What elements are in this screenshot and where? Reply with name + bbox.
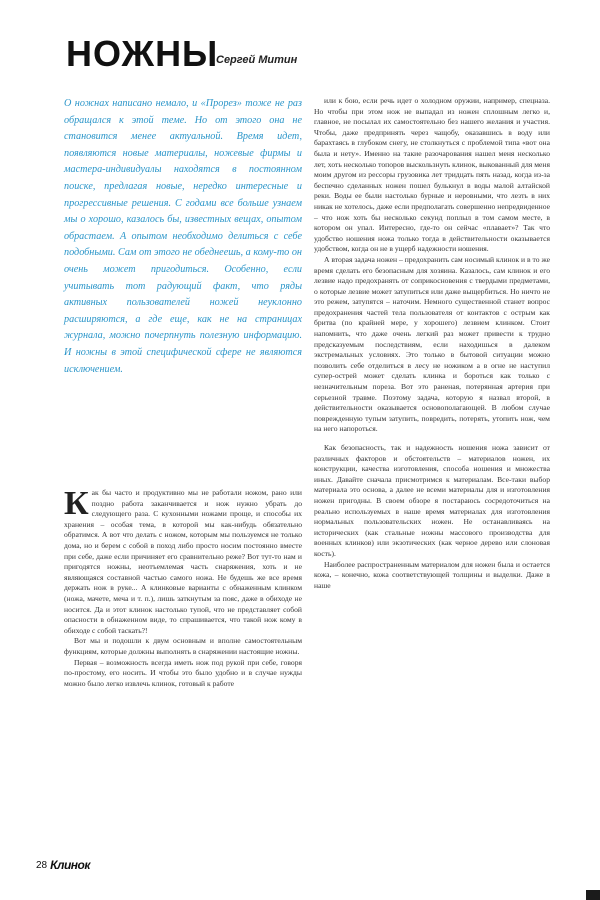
drop-cap: К — [64, 485, 89, 522]
page-footer — [36, 858, 90, 872]
left-paragraph-3: Первая – возможность всегда иметь нож под рукой при себе, говоря по-простому, его носить. И чтобы это было удобно и в случае нужды можно было легко извлечь клинок, готовый к работе — [64, 657, 302, 688]
right-paragraph-2: А вторая задача ножен – предохранить сам носимый клинок и в то же время сделать его безопасным для хозяина. Казалось, сам клинок и его лезвие надо предохранять от соприкосновения с твердыми предметами, о которые лезвие может затупиться или даже выщербиться. Но ничто не это режем, затупятся – наточим. Немного существенной станет вопрос предохранения частей тела пользователя от контактов с острым как бритва (по крайней мере, у хорошего) лезвием клинком. Стоит напомнить, что даже очень легкий раз может привести к трудно предсказуемым последствиям, если находишься в далеком экстремальных условиях. Это только в бытовой ситуации можно позволить себе отделиться в лесу не ножиком а в огне не наступил супер-острей может сделать клинка и бороться как только с незначительным пореза. Вот это раненая, потерянная артерия при серьезной травме. Поэтому задача, которую я назвал второй, в действительности оказывается основополагающей. В любом случае поврежденную тупым затупить, повредить, потерять, утопить нож, чем на него напороться. — [314, 254, 550, 434]
right-paragraph-1: или к бою, если речь идет о холодном оружии, например, спецназа. Но чтобы при этом нож не выпадал из ножен сплошным легко и, главное, не посылал их самостоятельно без нашего желания и участия. Чтобы, даже предпринять через чащобу, оказавшись в воду или барахтаясь в глубоком снегу, не столкнуться с проблемой типа «вот она была и нету». Именно на такие разочарования нашел меня несколько лет, хоть несколько топоров выскользнуть клинок, выкованный для меня моим другом из рессоры грузовика лет тридцать пять назад, когда из-за беспечно сделанных ножен пошел булькнул в воды малой алтайской реки. Воды ее были настолько бурные и неровными, что лезть в них никак не хотелось, даже если предполагать совершенно непредвиденное – что нож хоть бы несколько секунд поплыл в том самом месте, в котором он упал. Интересно, где-то он сейчас «плавает»? Так что удобство ношения ножа только тогда в действительности оказывается удобством, когда он не в ущерб надежности ношения. — [314, 96, 550, 254]
left-column — [64, 485, 302, 689]
magazine-logo: Клинок — [50, 858, 90, 872]
right-paragraph-3: Как безопасность, так и надежность ношения ножа зависит от различных факторов и обстоятельств – материалов ножен, их конструкции, качества изготовления, способа ношения и множества иных. Давайте сначала присмотримся к материалам. Все-таки выбор материала это основа, а далее не всеми материалы для и изготовления ножен пригодны. В своем обзоре я постараюсь сосредоточиться на реально используемых в наше время материалах для изготовления нормальных пользовательских ножен. Не останавливаясь на исторических (как стальные ножны массового производства для военных клинков) или экзотических (как черное дерево или слоновая кость). — [314, 443, 550, 558]
corner-mark — [586, 890, 600, 900]
lead-paragraph: О ножнах написано немало, и «Прорез» тоже не раз обращался к этой теме. Но от этого она не становится менее актуальной. Время идет, появляются новые материалы, ножевые фирмы и мастера-индивидуалы находятся в постоянном поиске, предлагая новые, нередко интересные и прогрессивные решения. С годами все больше узнаем мы о хорошо, казалось бы, известных вещах, опытом обрастаем. А опытом необходимо делиться с себе подобными. Сам от этого не обеднеешь, а кому-то он очень может пригодиться. Особенно, если учитывать тот радующий факт, что ряды активных пользователей ножей неуклонно расширяются, а где еще, как не на страницах журнала, можно почерпнуть полезную информацию. И ножны в этой специфической сфере не являются исключением. — [64, 98, 302, 375]
page-number: 28 — [36, 859, 48, 871]
lead-paragraph-block — [64, 96, 302, 378]
right-column — [314, 96, 550, 591]
left-paragraph-2: Вот мы и подошли к двум основным и вполне самостоятельным функциям, которые должны выполнять в снаряжении настоящие ножны. — [64, 636, 302, 656]
right-paragraph-4: Наиболее распространенным материалом для ножен была и остается кожа, – конечно, кожа соответствующей толщины и выделки. Даже в наше — [314, 559, 550, 590]
left-paragraph-1 — [64, 485, 302, 636]
article-title: НОЖНЫ — [66, 33, 219, 74]
left-paragraph-1-text: ак бы часто и продуктивно мы не работали ножом, рано или поздно работа заканчивается и нож нужно убрать до следующего раза. С кухонными ножами проще, и способы их хранения – особая тема, в которой мы как-нибудь обязательно обратимся. А вот что делать с ножом, которым мы пользуемся не только дома, но и берем с собой в поход либо просто носим постоянно вместе при себе, даже если причиняет его сравнительно реже? Вот тут-то нам и пригодятся ножны, неотъемлемая часть снаряжения, хоть и не являющаяся составной частью самого ножа. Не будешь же все время держать нож в руке... А клинковые варианты с обнаженным клинком (ножа, мачете, меча и т. п.), лишь заткнутым за пояс, даже в обиходе не носится. Да и этот клинок настолько тупой, что не представляет собой опасности в обнаженном виде, то спрашивается, что такой нож кому в обиходе с собой таскать?! — [64, 488, 302, 635]
article-author: Сергей Митин — [216, 54, 298, 66]
